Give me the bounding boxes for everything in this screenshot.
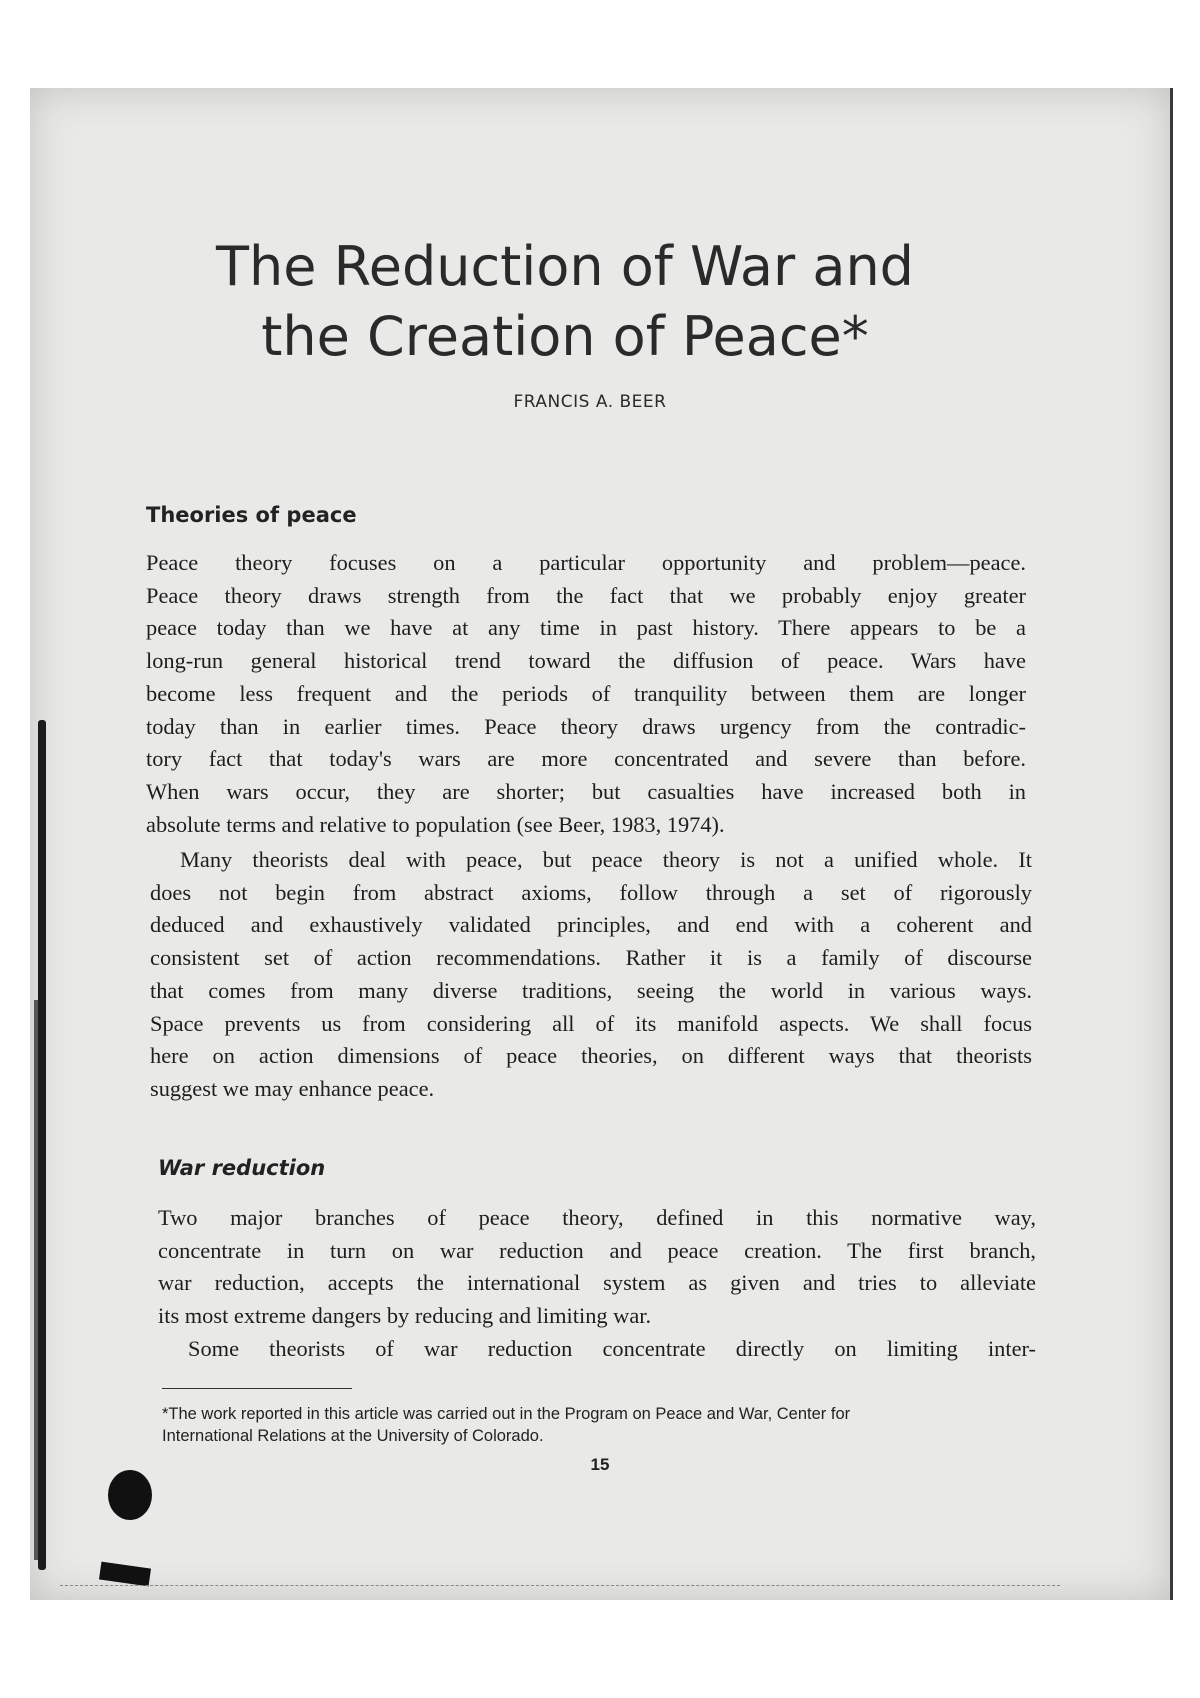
page-bottom-edge (60, 1585, 1060, 1587)
text-line: Many theorists deal with peace, but peace theory is not a unified whole. It (180, 847, 1032, 872)
title-line: the Creation of Peace* (261, 305, 869, 368)
text-line: deduced and exhaustively validated principles, and end with a coherent and (150, 912, 1032, 938)
footnote (162, 1403, 1042, 1447)
text-line: here on action dimensions of peace theories, on different ways that theorists (150, 1043, 1032, 1069)
text-line: When wars occur, they are shorter; but casualties have increased both in (146, 778, 1026, 804)
text-line: long-run general historical trend toward the diffusion of peace. Wars have (146, 648, 1026, 674)
article-title (150, 232, 980, 372)
paragraph-theories-intro (146, 547, 1026, 841)
text-line: Peace theory focuses on a particular opportunity and problem—peace. (146, 550, 1026, 575)
text-line: Some theorists of war reduction concentrate directly on limiting inter- (188, 1335, 1036, 1361)
text-line: today than in earlier times. Peace theory draws urgency from the contradic- (146, 713, 1026, 739)
text-line: war reduction, accepts the international system as given and tries to alleviate (158, 1270, 1036, 1296)
binding-edge (38, 720, 46, 1570)
text-line: does not begin from abstract axioms, follow through a set of rigorously (150, 879, 1032, 905)
text-line: peace today than we have at any time in past history. There appears to be a (146, 615, 1026, 641)
page-number: 15 (590, 1455, 610, 1474)
binding-shadow (34, 1000, 38, 1560)
text-line: Peace theory draws strength from the fact that we probably enjoy greater (146, 582, 1026, 608)
text-line: Two major branches of peace theory, defined in this normative way, (158, 1205, 1036, 1230)
text-line: consistent set of action recommendations. Rather it is a family of discourse (150, 945, 1032, 971)
section-heading-war-reduction: War reduction (158, 1156, 326, 1180)
text-line: become less frequent and the periods of tranquility between them are longer (146, 680, 1026, 706)
section-heading-theories: Theories of peace (146, 503, 357, 527)
text-line: absolute terms and relative to population (see Beer, 1983, 1974). (146, 811, 725, 837)
footnote-line: *The work reported in this article was carried out in the Program on Peace and War, Center for (162, 1405, 851, 1423)
text-line: Space prevents us from considering all of its manifold aspects. We shall focus (150, 1010, 1032, 1036)
punch-hole (108, 1470, 152, 1520)
footnote-rule (162, 1388, 352, 1389)
text-line: tory fact that today's wars are more concentrated and severe than before. (146, 746, 1026, 772)
text-line: that comes from many diverse traditions, seeing the world in various ways. (150, 977, 1032, 1003)
text-line: concentrate in turn on war reduction and peace creation. The first branch, (158, 1237, 1036, 1263)
paragraph-theorists (150, 844, 1032, 1106)
text-line: its most extreme dangers by reducing and limiting war. (158, 1303, 652, 1329)
footnote-line: International Relations at the University of Colorado. (162, 1427, 544, 1445)
title-line: The Reduction of War and (216, 235, 914, 298)
author-name: FRANCIS A. BEER (513, 392, 667, 412)
paragraph-war-reduction (158, 1202, 1036, 1366)
text-line: suggest we may enhance peace. (150, 1075, 435, 1101)
